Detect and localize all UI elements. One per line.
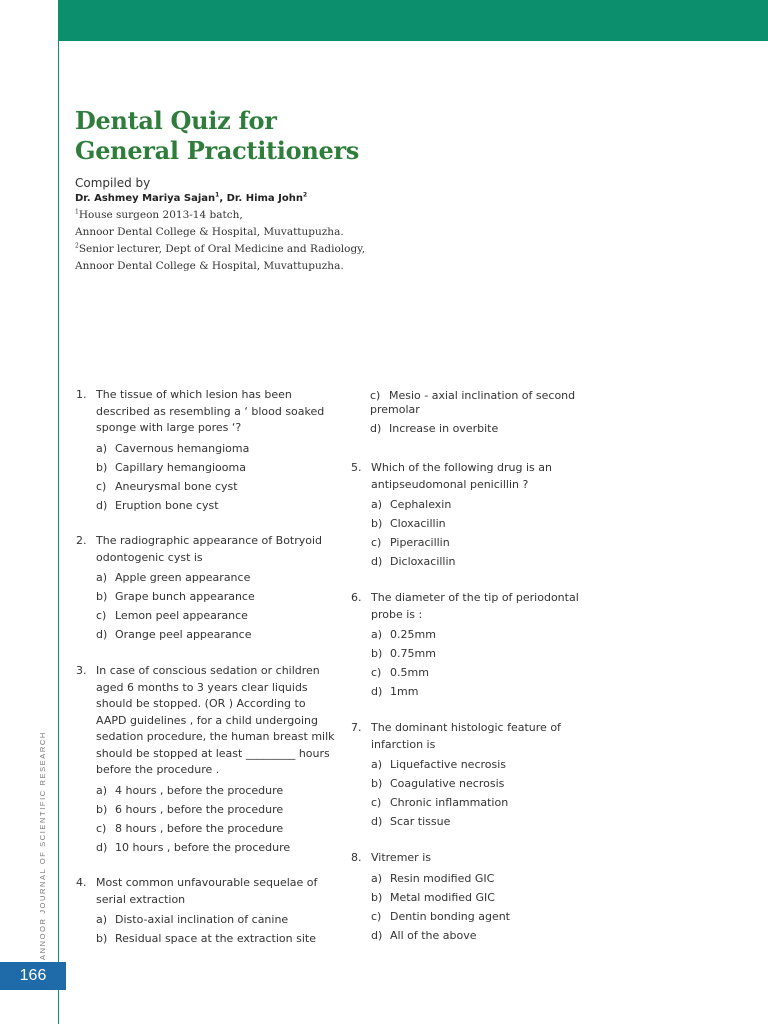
title-line-1: Dental Quiz for	[75, 106, 277, 135]
question-line: In case of conscious sedation or children	[96, 664, 320, 677]
top-banner	[59, 0, 768, 41]
option-letter: a)	[371, 498, 383, 511]
option-letter: d)	[96, 628, 108, 641]
question-text	[96, 875, 346, 908]
option	[371, 495, 591, 514]
option-letter: d)	[371, 928, 383, 942]
option-text: 8 hours , before the procedure	[115, 821, 284, 835]
option	[371, 869, 591, 888]
option-text: Residual space at the extraction site	[115, 932, 316, 945]
option-letter: a)	[96, 571, 108, 584]
question-stem	[76, 387, 346, 437]
option-letter: a)	[371, 628, 383, 641]
option-text: Coagulative necrosis	[390, 777, 505, 790]
affiliation-1-sup: 1	[75, 208, 79, 216]
option	[96, 439, 346, 458]
option-text: Dentin bonding agent	[390, 909, 510, 923]
option	[96, 458, 346, 477]
option	[96, 587, 346, 606]
journal-name: ANNOOR JOURNAL OF SCIENTIFIC RESEARCH	[38, 731, 47, 960]
question-stem	[76, 875, 346, 908]
option-text: Increase in overbite	[389, 421, 499, 435]
option-text: Eruption bone cyst	[115, 498, 219, 512]
question-8	[351, 850, 591, 945]
option	[371, 514, 591, 533]
option-letter: a)	[96, 783, 108, 797]
affiliation-2-line-2: Annoor Dental College & Hospital, Muvattupuzha.	[75, 260, 344, 272]
option	[96, 910, 346, 929]
option-text: Capillary hemangiooma	[115, 460, 246, 474]
option	[371, 663, 591, 682]
question-3	[76, 663, 346, 857]
option	[371, 793, 591, 812]
option-letter: c)	[96, 821, 107, 835]
option-letter: d)	[371, 815, 383, 828]
option	[96, 800, 346, 819]
affiliation-2-line-1	[75, 243, 365, 255]
option-text: Apple green appearance	[115, 571, 251, 584]
option	[96, 496, 346, 515]
option-text: Piperacillin	[390, 536, 450, 549]
option-text: Cavernous hemangioma	[115, 441, 250, 455]
question-line: before the procedure .	[96, 763, 220, 776]
option-text: All of the above	[390, 928, 477, 942]
option-text: Mesio - axial inclination of second	[389, 389, 576, 402]
option	[370, 419, 590, 438]
option	[370, 386, 590, 405]
question-line: serial extraction	[96, 892, 186, 906]
question-number: 6.	[351, 591, 362, 604]
question-number: 1.	[76, 388, 87, 401]
question-line: odontogenic cyst is	[96, 550, 203, 564]
option-letter: d)	[370, 421, 382, 435]
author-1-sup: 1	[215, 191, 220, 199]
option-letter: a)	[371, 871, 383, 885]
option-letter: c)	[370, 389, 381, 402]
option	[371, 552, 591, 571]
question-line: The tissue of which lesion has been	[96, 388, 292, 401]
question-2	[76, 533, 346, 644]
option-letter: b)	[96, 460, 108, 474]
option	[371, 812, 591, 831]
option	[96, 477, 346, 496]
option	[371, 533, 591, 552]
question-text	[96, 663, 346, 779]
question-stem	[351, 720, 591, 753]
option	[371, 888, 591, 907]
option-text: Orange peel appearance	[115, 628, 252, 641]
question-6	[351, 590, 591, 701]
affiliation-1-line-2: Annoor Dental College & Hospital, Muvattupuzha.	[75, 226, 344, 238]
question-text	[371, 460, 591, 493]
option-text: Aneurysmal bone cyst	[115, 479, 238, 493]
question-line: described as resembling a ‘ blood soaked	[96, 404, 325, 418]
author-1: Dr. Ashmey Mariya Sajan	[75, 193, 216, 204]
option-text: Resin modified GIC	[390, 871, 495, 885]
affiliation-2-sup: 2	[75, 242, 79, 250]
option-text: Grape bunch appearance	[115, 590, 255, 603]
option-letter: b)	[371, 890, 383, 904]
question-number: 7.	[351, 721, 362, 734]
question-line: The diameter of the tip of periodontal	[371, 591, 579, 604]
question-line: should be stopped. (OR ) According to	[96, 697, 306, 710]
option-letter: b)	[96, 590, 108, 603]
option	[96, 568, 346, 587]
option-text: Cloxacillin	[390, 517, 446, 530]
option-letter: b)	[371, 647, 383, 660]
question-text	[371, 850, 591, 867]
option-text: Scar tissue	[390, 815, 451, 828]
option-letter: d)	[371, 685, 383, 698]
option-letter: d)	[96, 840, 108, 854]
option-text: Lemon peel appearance	[115, 609, 248, 622]
option-letter: c)	[371, 796, 382, 809]
option-text: Chronic inflammation	[390, 796, 509, 809]
question-line: should be stopped at least _________ hours	[96, 746, 330, 760]
question-line: Which of the following drug is an	[371, 461, 552, 474]
question-text	[371, 590, 591, 623]
question-line: infarction is	[371, 737, 436, 751]
question-line: antipseudomonal penicillin ?	[371, 477, 529, 491]
affiliation-1-text: House surgeon 2013-14 batch,	[78, 209, 243, 221]
affiliation-1-line-1	[75, 209, 243, 221]
question-line: sponge with large pores ‘?	[96, 421, 242, 434]
option-letter: d)	[371, 555, 383, 568]
option-continuation: premolar	[370, 403, 420, 416]
author-separator: ,	[219, 193, 227, 204]
question-line: aged 6 months to 3 years clear liquids	[96, 680, 308, 694]
option-text: Disto-axial inclination of canine	[115, 913, 289, 926]
option-text: 0.25mm	[390, 628, 436, 641]
question-line: Most common unfavourable sequelae of	[96, 876, 318, 889]
option-letter: b)	[371, 777, 383, 790]
question-1	[76, 387, 346, 515]
question-number: 8.	[351, 851, 362, 864]
question-5	[351, 460, 591, 571]
question-4-continued	[350, 386, 590, 438]
option-text: Cephalexin	[390, 498, 452, 511]
compiled-by: Compiled by	[75, 176, 151, 190]
option-text: Metal modified GIC	[390, 890, 495, 904]
option	[371, 926, 591, 945]
option-text: 6 hours , before the procedure	[115, 802, 284, 816]
option-text: 1mm	[390, 685, 419, 698]
question-number: 4.	[76, 876, 87, 889]
option-letter: c)	[96, 609, 107, 622]
question-stem	[76, 663, 346, 779]
question-line: The radiographic appearance of Botryoid	[96, 534, 323, 547]
option	[96, 781, 346, 800]
option	[96, 838, 346, 857]
option-letter: b)	[96, 932, 108, 945]
option-text: Dicloxacillin	[390, 555, 456, 568]
option-letter: c)	[96, 479, 107, 493]
option	[371, 907, 591, 926]
option-text: 4 hours , before the procedure	[115, 783, 284, 797]
option-letter: d)	[96, 498, 108, 512]
margin-rule	[58, 0, 59, 1024]
question-line: sedation procedure, the human breast milk	[96, 730, 335, 743]
option-letter: c)	[371, 536, 382, 549]
option	[371, 774, 591, 793]
question-line: Vitremer is	[371, 851, 431, 864]
option-letter: c)	[371, 909, 382, 923]
question-text	[371, 720, 591, 753]
question-number: 2.	[76, 534, 87, 547]
question-line: probe is :	[371, 607, 423, 621]
option-letter: a)	[96, 441, 108, 455]
question-line: AAPD guidelines , for a child undergoing	[96, 713, 319, 727]
option-text: 0.5mm	[390, 666, 429, 679]
option	[96, 606, 346, 625]
option-text: 0.75mm	[390, 647, 436, 660]
option-letter: c)	[371, 666, 382, 679]
option-letter: b)	[371, 517, 383, 530]
option-letter: a)	[96, 913, 108, 926]
question-text	[96, 387, 346, 437]
page-number: 166	[0, 962, 66, 990]
option	[371, 644, 591, 663]
question-stem	[351, 850, 591, 867]
option-letter: a)	[371, 758, 383, 771]
page-title	[75, 106, 359, 166]
question-text	[96, 533, 346, 566]
option	[96, 625, 346, 644]
question-7	[351, 720, 591, 831]
question-4	[76, 875, 346, 948]
option	[371, 755, 591, 774]
question-line: The dominant histologic feature of	[371, 721, 561, 734]
authors	[75, 193, 307, 204]
option-text: 10 hours , before the procedure	[115, 840, 291, 854]
option-text: Liquefactive necrosis	[390, 758, 507, 771]
question-stem	[351, 590, 591, 623]
question-stem	[351, 460, 591, 493]
option-letter: b)	[96, 802, 108, 816]
question-stem	[76, 533, 346, 566]
author-2: Dr. Hima John	[226, 193, 303, 204]
title-line-2: General Practitioners	[75, 136, 359, 165]
option	[371, 625, 591, 644]
affiliation-2-text: Senior lecturer, Dept of Oral Medicine and Radiology,	[78, 243, 366, 255]
option	[96, 819, 346, 838]
question-number: 5.	[351, 461, 362, 474]
option	[96, 929, 346, 948]
question-number: 3.	[76, 664, 87, 677]
author-2-sup: 2	[303, 191, 308, 199]
option	[371, 682, 591, 701]
